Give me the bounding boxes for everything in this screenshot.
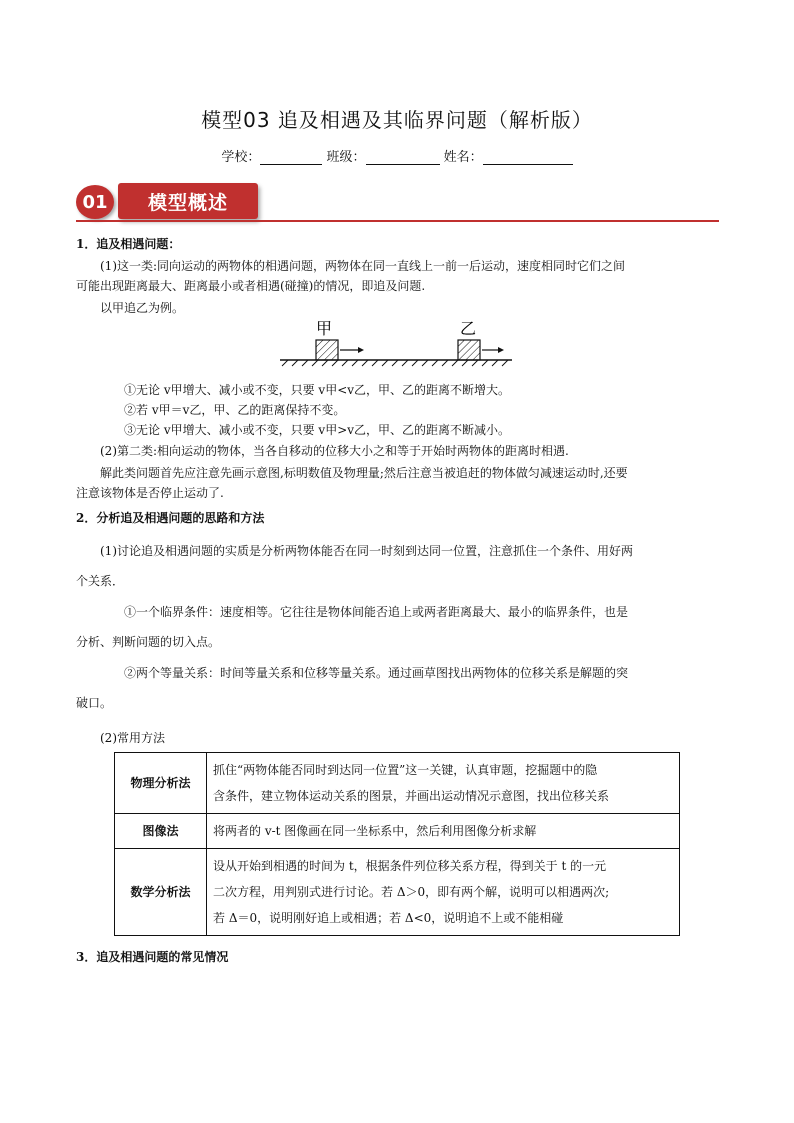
case-3: ③无论 v甲增大、减小或不变，只要 v甲>v乙，甲、乙的距离不断减小。: [124, 423, 511, 437]
part1-tip-line2: 注意该物体是否停止运动了.: [76, 486, 224, 500]
case-1: ①无论 v甲增大、减小或不变，只要 v甲<v乙，甲、乙的距离不断增大。: [124, 383, 511, 397]
method-name: 数学分析法: [115, 849, 207, 936]
part2-p2-line2: 分析、判断问题的切入点。: [76, 635, 221, 649]
method-desc: 设从开始到相遇的时间为 t，根据条件列位移关系方程，得到关于 t 的一元 二次方程，用判别式进行讨论。若 Δ＞0，即有两个解，说明可以相遇两次; 若 Δ＝0，说明刚好追上或相遇；若 Δ<0，说明追不上或不能相碰: [207, 849, 680, 936]
table-row: [115, 814, 680, 849]
block-a: [316, 340, 338, 360]
ground-hatching: [282, 360, 508, 366]
label-a: 甲: [316, 319, 333, 338]
class-blank[interactable]: [366, 151, 440, 165]
part2-p2-line1: ①一个临界条件：速度相等。它往往是物体间能否追上或两者距离最大、最小的临界条件，也是: [124, 605, 629, 619]
table-row: [115, 753, 680, 814]
part1-heading: 1．追及相遇问题：: [76, 237, 181, 251]
section-divider: [76, 220, 719, 222]
methods-table: [114, 752, 680, 936]
section-title: 模型概述: [118, 183, 258, 219]
chase-diagram: [276, 316, 516, 372]
school-label: 学校：: [221, 150, 261, 165]
part2-heading: 2．分析追及相遇问题的思路和方法: [76, 511, 265, 525]
school-blank[interactable]: [260, 151, 322, 165]
block-b: [458, 340, 480, 360]
case-2: ②若 v甲＝v乙，甲、乙的距离保持不变。: [124, 403, 346, 417]
part1-para1-line2: 可能出现距离最大、距离最小或者相遇(碰撞)的情况，即追及问题.: [76, 279, 426, 293]
arrow-a-head: [358, 347, 364, 353]
part1-tip-line1: 解此类问题首先应注意先画示意图,标明数值及物理量;然后注意当被追赶的物体做匀减速运动时,还要: [100, 466, 628, 480]
part3-heading: 3．追及相遇问题的常见情况: [76, 950, 229, 964]
table-row: [115, 849, 680, 936]
method-desc: 抓住“两物体能否同时到达同一位置”这一关键，认真审题，挖掘题中的隐 含条件，建立物体运动关系的图景，并画出运动情况示意图，找出位移关系: [207, 753, 680, 814]
arrow-b-head: [498, 347, 504, 353]
class-label: 班级：: [326, 150, 366, 165]
method-name: 图像法: [115, 814, 207, 849]
part2-p1-line1: (1)讨论追及相遇问题的实质是分析两物体能否在同一时刻到达同一位置，注意抓住一个条件、用好两: [100, 544, 634, 558]
page-title: 模型03 追及相遇及其临界问题（解析版）: [201, 108, 593, 132]
method-desc: 将两者的 v-t 图像画在同一坐标系中，然后利用图像分析求解: [207, 814, 680, 849]
name-blank[interactable]: [483, 151, 573, 165]
part2-p3-line1: ②两个等量关系：时间等量关系和位移等量关系。通过画草图找出两物体的位移关系是解题的突: [124, 666, 629, 680]
student-info-line: [0, 146, 794, 165]
methods-heading: (2)常用方法: [100, 731, 165, 745]
part1-example-intro: 以甲追乙为例。: [100, 301, 185, 315]
part2-p3-line2: 破口。: [76, 696, 113, 710]
label-b: 乙: [460, 319, 477, 338]
method-name: 物理分析法: [115, 753, 207, 814]
section-number-badge: 01: [76, 185, 114, 219]
name-label: 姓名：: [443, 150, 483, 165]
part1-para1-line1: (1)这一类:同向运动的两物体的相遇问题，两物体在同一直线上一前一后运动，速度相同时它们之间: [100, 259, 626, 273]
part2-p1-line2: 个关系．: [76, 574, 125, 588]
part1-para2: (2)第二类:相向运动的物体，当各自移动的位移大小之和等于开始时两物体的距离时相遇.: [100, 444, 569, 458]
